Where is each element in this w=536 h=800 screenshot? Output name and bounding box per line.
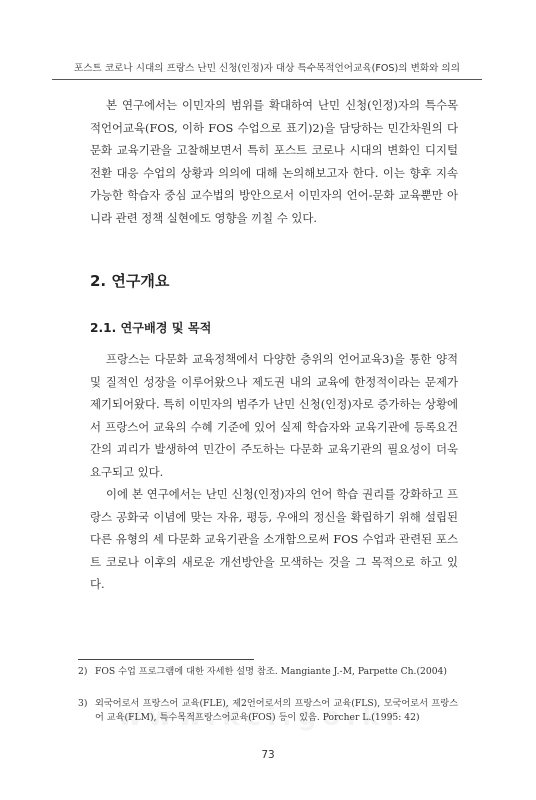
footnote-text: FOS 수업 프로그램에 대한 자세한 설명 참조. Mangiante J.-M, Parpette Ch.(2004)	[95, 666, 447, 677]
body-paragraph-purpose: 이에 본 연구에서는 난민 신청(인정)자의 언어 학습 권리를 강화하고 프랑스 공화국 이념에 맞는 자유, 평등, 우애의 정신을 확립하기 위해 설립된 다른 유형의 세 다문화 교육기관을 소개함으로써 FOS 수업과 관련된 포스트 코로나 이후의 새로운 개선방안을 모색하는 것을 그 목적으로 하고 있다.	[90, 487, 458, 592]
body-paragraph-background: 프랑스는 다문화 교육정책에서 다양한 층위의 언어교육3)을 통한 양적 및 질적인 성장을 이루어왔으나 제도권 내의 교육에 한정적이라는 문제가 제기되어왔다. 특히 이민자의 범주가 난민 신청(인정)자로 증가하는 상황에서 프랑스어 교육의 수혜 기준에 있어 실제 학습자와 교육기관에 등록요건간의 괴리가 발생하여 민간이 주도하는 다문화 교육기관의 필요성이 더욱 요구되고 있다.	[90, 352, 458, 479]
page-number: 73	[261, 749, 275, 761]
footnote-number: 3)	[78, 698, 88, 709]
header-divider	[52, 79, 482, 80]
body-paragraph-intro: 본 연구에서는 이민자의 범위를 확대하여 난민 신청(인정)자의 특수목적언어교육(FOS, 이하 FOS 수업으로 표기)2)을 담당하는 민간차원의 다문화 교육기관을 고찰해보면서 특히 포스트 코로나 시대의 변화인 디지털 전환 대응 수업의 상황과 의의에 대해 논의해보고자 한다. 이는 향후 지속가능한 학습자 중심 교수법의 방안으로서 이민자의 언어-문화 교육뿐만 아니라 관련 정책 실현에도 영향을 끼칠 수 있다.	[90, 98, 458, 225]
watermark	[118, 702, 404, 732]
footnote-number: 2)	[78, 666, 88, 677]
footnote-2	[78, 665, 458, 679]
running-header: 포스트 코로나 시대의 프랑스 난민 신청(인정)자 대상 특수목적언어교육(FOS)의 변화와 의의	[74, 63, 460, 74]
footnote-divider	[78, 659, 254, 660]
section-heading: 2. 연구개요	[90, 272, 170, 290]
subsection-heading: 2.1. 연구배경 및 목적	[90, 321, 212, 335]
footnote-text: 외국어로서 프랑스어 교육(FLE), 제2언어로서의 프랑스어 교육(FLS), 모국어로서 프랑스어 교육(FLM), 특수목적프랑스어교육(FOS) 등이 있음. Porcher L.(1995: 42)	[95, 698, 458, 723]
